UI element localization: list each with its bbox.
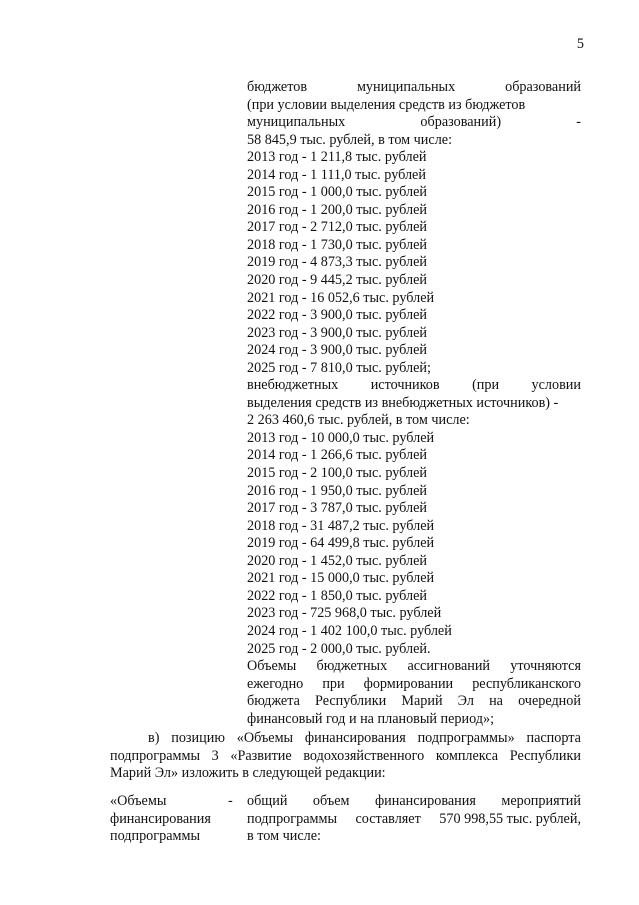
budget-note-line <box>247 711 581 729</box>
extrabudget-heading-line <box>247 395 581 413</box>
amendment-line <box>110 730 581 748</box>
position-dash <box>228 828 247 846</box>
word: финансирования <box>374 793 476 809</box>
table-row <box>110 793 581 811</box>
municipal-heading-line <box>247 114 581 132</box>
municipal-heading-line <box>247 97 581 115</box>
word: - <box>576 114 581 131</box>
word: Республики <box>315 693 387 710</box>
table-row <box>110 828 581 846</box>
extrabudget-year-line: 2021 год - 15 000,0 тыс. рублей <box>247 570 435 587</box>
word: условии <box>531 377 581 394</box>
extrabudget-year-line: 2017 год - 3 787,0 тыс. рублей <box>247 500 427 517</box>
municipal-year-line: 2023 год - 3 900,0 тыс. рублей <box>247 324 427 341</box>
word: мероприятий <box>501 793 581 809</box>
extrabudget-heading-line <box>247 377 581 395</box>
position-value <box>247 828 581 846</box>
word: ежегодно <box>247 675 304 692</box>
word: водохозяйственного <box>303 747 425 764</box>
position-dash: - <box>228 793 233 809</box>
word: позицию <box>171 730 225 746</box>
word: паспорта <box>526 730 581 746</box>
position-value <box>247 811 581 829</box>
page-number: 5 <box>576 36 584 52</box>
word: внебюджетных <box>247 377 339 394</box>
word: Марий <box>401 693 443 710</box>
word: при <box>322 675 345 692</box>
position-label: «Объемы <box>110 793 167 809</box>
extrabudget-year-line: 2022 год - 1 850,0 тыс. рублей <box>247 587 427 604</box>
word: муниципальных <box>247 114 346 131</box>
municipal-year-line: 2022 год - 3 900,0 тыс. рублей <box>247 307 427 324</box>
extrabudget-year-line: 2015 год - 2 100,0 тыс. рублей <box>247 465 427 482</box>
word: формировании <box>363 675 454 692</box>
word: источников <box>370 377 440 394</box>
budget-note-line <box>247 658 581 676</box>
municipal-year-line: 2021 год - 16 052,6 тыс. рублей <box>247 289 435 306</box>
word: подпрограммы <box>247 810 337 827</box>
amendment-paragraph <box>110 730 581 783</box>
municipal-year-line: 2017 год - 2 712,0 тыс. рублей <box>247 219 427 236</box>
municipal-heading-line <box>247 79 581 97</box>
table-row <box>110 811 581 829</box>
word: на <box>489 693 503 710</box>
word: образований) <box>420 114 502 131</box>
word: муниципальных <box>356 79 456 95</box>
financing-text-column <box>247 79 581 728</box>
municipal-year-line: 2014 год - 1 111,0 тыс. рублей <box>247 166 426 183</box>
word: Марий Эл» изложить в следующей редакции: <box>110 765 386 782</box>
position-label: финансирования <box>110 810 211 827</box>
word: общий <box>247 793 288 809</box>
position-value <box>247 793 581 811</box>
municipal-year-line: 2024 год - 3 900,0 тыс. рублей <box>247 342 427 359</box>
word: подпрограммы <box>110 747 200 764</box>
position-label: подпрограммы <box>110 828 200 845</box>
word: очередной <box>518 693 581 710</box>
word: Объемы <box>247 658 297 675</box>
extrabudget-year-line: 2025 год - 2 000,0 тыс. рублей. <box>247 640 431 657</box>
word: (при <box>472 377 500 394</box>
financing-position-table <box>110 793 581 846</box>
word: «Развитие <box>230 747 292 764</box>
municipal-year-line: 2018 год - 1 730,0 тыс. рублей <box>247 236 427 253</box>
word: объем <box>312 793 350 809</box>
word: республиканского <box>472 675 581 692</box>
extrabudget-year-line: 2014 год - 1 266,6 тыс. рублей <box>247 447 427 464</box>
extrabudget-year-line: 2016 год - 1 950,0 тыс. рублей <box>247 482 427 499</box>
word: подпрограммы» <box>417 730 515 746</box>
word: в том числе: <box>247 828 321 845</box>
word: комплекса <box>435 747 499 764</box>
word: 3 <box>211 747 219 764</box>
position-dash <box>228 811 247 829</box>
word: уточняются <box>510 658 581 675</box>
budget-note-line <box>247 693 581 711</box>
amendment-line <box>110 765 581 783</box>
word: бюджета <box>247 693 300 710</box>
word: Эл <box>457 693 474 710</box>
municipal-year-line: 2019 год - 4 873,3 тыс. рублей <box>247 254 427 271</box>
amendment-line <box>110 748 581 766</box>
word: бюджетных <box>316 658 388 675</box>
municipal-year-line: 2015 год - 1 000,0 тыс. рублей <box>247 184 427 201</box>
extrabudget-total-line: 2 263 460,6 тыс. рублей, в том числе: <box>247 412 470 429</box>
word: выделения средств из внебюджетных источников) - <box>247 394 559 411</box>
word: составляет <box>355 810 421 827</box>
extrabudget-year-line: 2023 год - 725 968,0 тыс. рублей <box>247 605 442 622</box>
word: бюджетов <box>247 79 308 95</box>
word: в) <box>148 730 160 746</box>
municipal-year-line: 2016 год - 1 200,0 тыс. рублей <box>247 201 427 218</box>
budget-note-line <box>247 676 581 694</box>
extrabudget-year-line: 2013 год - 10 000,0 тыс. рублей <box>247 429 435 446</box>
word: Республики <box>509 747 581 764</box>
municipal-year-line: 2025 год - 7 810,0 тыс. рублей; <box>247 359 431 376</box>
extrabudget-year-line: 2020 год - 1 452,0 тыс. рублей <box>247 552 427 569</box>
word: «Объемы <box>236 730 294 746</box>
extrabudget-year-line: 2018 год - 31 487,2 тыс. рублей <box>247 517 435 534</box>
municipal-total-line: 58 845,9 тыс. рублей, в том числе: <box>247 131 453 148</box>
word: (при условии выделения средств из бюджетов <box>247 96 526 113</box>
extrabudget-year-line: 2024 год - 1 402 100,0 тыс. рублей <box>247 622 452 639</box>
municipal-year-line: 2020 год - 9 445,2 тыс. рублей <box>247 272 427 289</box>
word: образований <box>505 79 581 95</box>
municipal-year-line: 2013 год - 1 211,8 тыс. рублей <box>247 149 427 166</box>
word: финансовый год и на плановый период»; <box>247 710 495 727</box>
extrabudget-year-line: 2019 год - 64 499,8 тыс. рублей <box>247 535 435 552</box>
word: ассигнований <box>407 658 491 675</box>
word: 570 998,55 тыс. рублей, <box>439 810 581 827</box>
word: финансирования <box>304 730 406 746</box>
